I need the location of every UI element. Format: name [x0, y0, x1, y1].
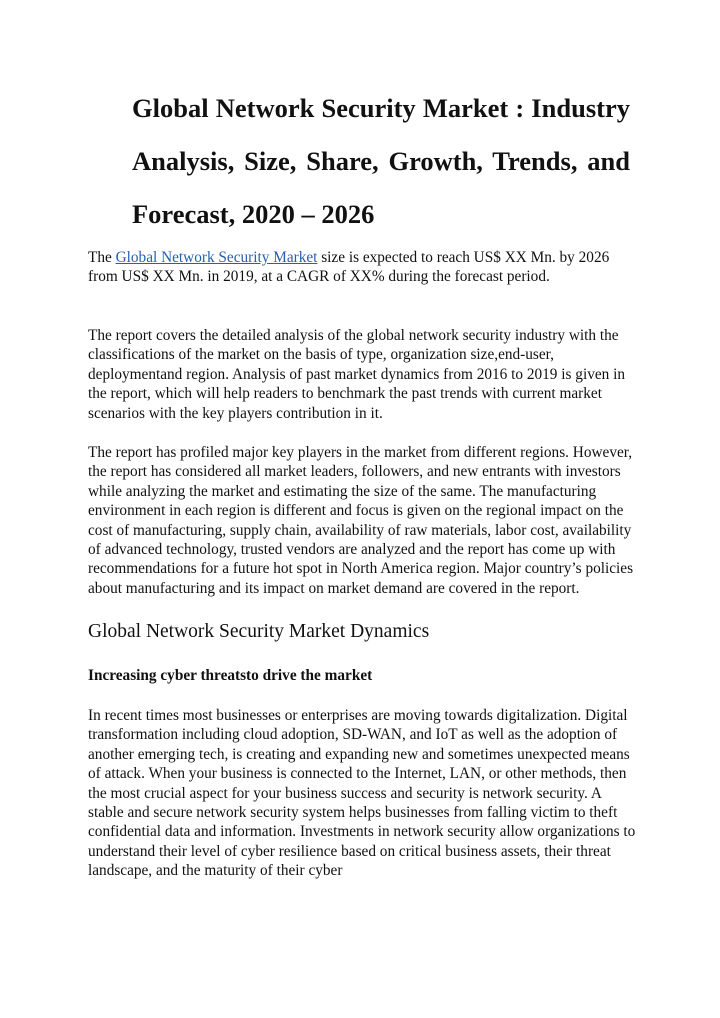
market-dynamics-heading: Global Network Security Market Dynamics: [88, 621, 430, 642]
cyber-threats-subheading: Increasing cyber threatsto drive the market: [88, 667, 373, 684]
intro-prefix: The: [88, 249, 116, 266]
intro-paragraph: [88, 248, 636, 287]
intro-suffix: size is expected to reach US$ XX Mn. by 2026 from US$ XX Mn. in 2019, at a CAGR of XX% during the forecast period.: [88, 249, 610, 286]
cyber-threats-paragraph: In recent times most businesses or enterprises are moving towards digitalization. Digital transformation including cloud adoption, SD-WAN, and IoT as well as the adoption of another emerging tech, is creating and expanding new and sometimes unexpected means of attack. When your business is connected to the Internet, LAN, or other methods, then the most crucial aspect for your business success and security is network security. A stable and secure network security system helps businesses from falling victim to theft confidential data and information. Investments in network security allow organizations to understand their level of cyber resilience based on critical business assets, their threat landscape, and the maturity of their cyber: [88, 707, 636, 880]
market-link[interactable]: Global Network Security Market: [115, 249, 318, 266]
document-title: Global Network Security Market : Industry Analysis, Size, Share, Growth, Trends, and Forecast, 2020 – 2026: [132, 93, 630, 229]
report-scope-paragraph: The report covers the detailed analysis of the global network security industry with the classifications of the market on the basis of type, organization size,end-user, deploymentand region. Analysis of past market dynamics from 2016 to 2019 is given in the report, which will help readers to benchmark the past trends with current market scenarios with the key players contribution in it.: [88, 327, 626, 422]
key-players-paragraph: The report has profiled major key players in the market from different regions. However, the report has considered all market leaders, followers, and new entrants with investors while analyzing the market and estimating the size of the same. The manufacturing environment in each region is different and focus is given on the regional impact on the cost of manufacturing, supply chain, availability of raw materials, labor cost, availability of advanced technology, trusted vendors are analyzed and the report has come up with recommendations for a future hot spot in North America region. Major country’s policies about manufacturing and its impact on market demand are covered in the report.: [88, 444, 634, 597]
